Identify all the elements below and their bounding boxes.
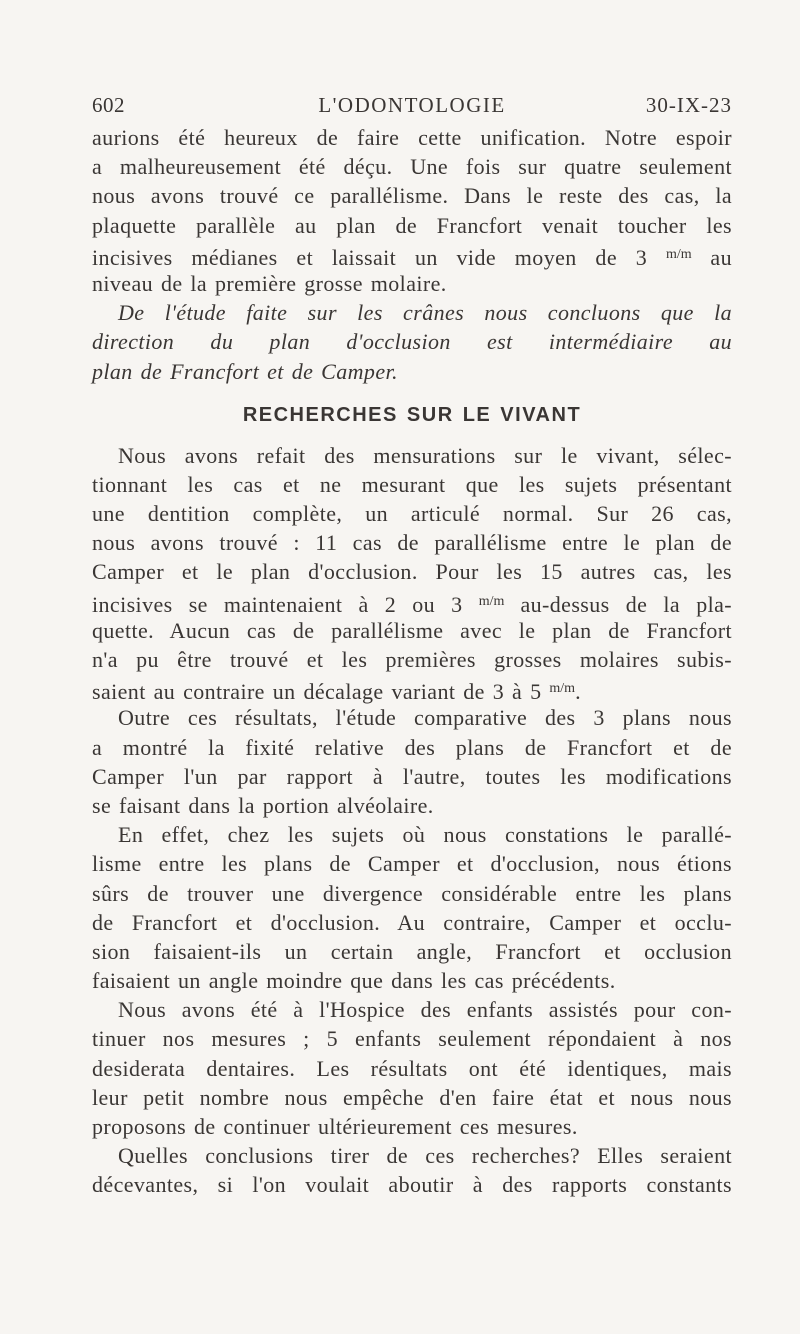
text-line: a malheureusement été déçu. Une fois sur quatre seulement [92,154,732,180]
text-line: tinuer nos mesures ; 5 enfants seulement répondaient à nos [92,1026,732,1052]
text-line: De l'étude faite sur les crânes nous concluons que la [118,300,732,326]
text-line: nous avons trouvé ce parallélisme. Dans le reste des cas, la [92,183,732,209]
text-line: de Francfort et d'occlusion. Au contraire, Camper et occlu- [92,909,732,935]
issue-date: 30-IX-23 [645,93,732,117]
body-text [92,123,732,1200]
unit-superscript: m/m [549,681,576,697]
text-line: plaquette parallèle au plan de Francfort venait toucher les [92,212,732,238]
text-line: desiderata dentaires. Les résultats ont été identiques, mais [92,1055,732,1081]
text-line: quette. Aucun cas de parallélisme avec le plan de Francfort [92,617,732,643]
text-line: Quelles conclusions tirer de ces recherches? Elles seraient [118,1143,732,1169]
text-line [92,240,732,269]
text-line: proposons de continuer ultérieurement ces mesures. [92,1114,578,1139]
unit-superscript: m/m [478,593,505,609]
page-number: 602 [92,93,125,117]
section-heading: RECHERCHES SUR LE VIVANT [242,403,582,426]
text-line: se faisant dans la portion alvéolaire. [92,792,434,818]
text-line: Nous avons refait des mensurations sur le vivant, sélec- [118,442,732,468]
text-segment: incisives se maintenaient à 2 ou 3 [92,591,463,617]
text-line: niveau de la première grosse molaire. [92,270,447,296]
text-line: Camper et le plan d'occlusion. Pour les 15 autres cas, les [92,559,732,585]
text-line: nous avons trouvé : 11 cas de parallélisme entre le plan de [92,530,732,556]
text-segment: . [575,679,581,705]
text-segment: saient au contraire un décalage variant de 3 à 5 [92,679,542,705]
text-line: décevantes, si l'on voulait aboutir à des rapports constants [92,1172,732,1198]
unit-superscript: m/m [665,246,692,262]
text-line: sion faisaient-ils un certain angle, Francfort et occlusion [92,938,732,964]
text-line: une dentition complète, un articulé normal. Sur 26 cas, [92,501,732,527]
text-line: plan de Francfort et de Camper. [92,358,398,384]
text-line [92,674,732,703]
text-line: aurions été heureux de faire cette unification. Notre espoir [92,125,732,150]
text-segment: au-dessus de la pla- [520,591,732,617]
text-line: tionnant les cas et ne mesurant que les sujets présentant [92,471,732,497]
text-line: leur petit nombre nous empêche d'en faire état et nous nous [92,1084,732,1110]
text-line: sûrs de trouver une divergence considérable entre les plans [92,880,732,906]
text-line: En effet, chez les sujets où nous constations le parallé- [118,822,732,848]
text-line: Outre ces résultats, l'étude comparative des 3 plans nous [118,705,732,731]
text-line: Nous avons été à l'Hospice des enfants assistés pour con- [118,997,732,1023]
text-line: a montré la fixité relative des plans de Francfort et de [92,734,732,760]
running-header [92,93,732,123]
text-line: faisaient un angle moindre que dans les cas précédents. [92,968,616,994]
journal-title: L'ODONTOLOGIE [318,93,506,117]
text-segment: incisives médianes et laissait un vide moyen de 3 [92,244,648,270]
text-line [92,587,732,616]
text-line: n'a pu être trouvé et les premières grosses molaires subis- [92,647,732,672]
text-line: direction du plan d'occlusion est intermédiaire au [92,329,732,355]
text-line: Camper l'un par rapport à l'autre, toutes les modifications [92,763,732,789]
text-segment: au [710,244,732,270]
text-line: lisme entre les plans de Camper et d'occlusion, nous étions [92,851,732,877]
